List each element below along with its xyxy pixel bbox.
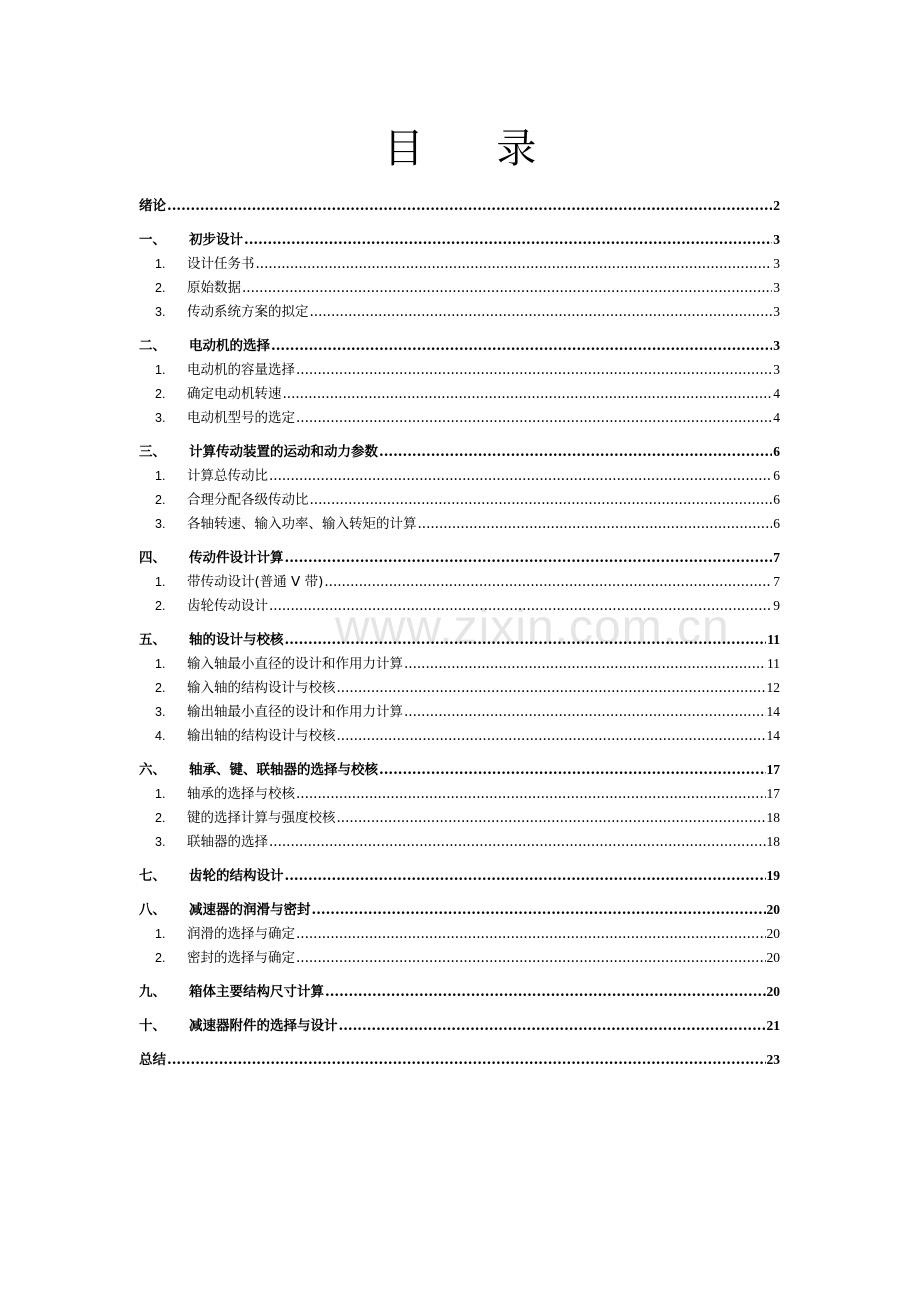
page-title: 目 录 (383, 126, 567, 172)
toc-entry-title: 齿轮的结构设计 (189, 868, 284, 884)
toc-chapter-entry[interactable] (139, 628, 780, 652)
toc-entry-number: 六、 (139, 762, 166, 778)
toc-entry-page-number: 21 (766, 1018, 780, 1033)
toc-dot-leader (285, 868, 766, 884)
toc-entry-title: 电动机型号的选定 (187, 410, 295, 426)
toc-section-entry[interactable] (139, 594, 780, 618)
toc-entry-title: 总结 (139, 1052, 166, 1068)
toc-entry-number: 2. (155, 811, 166, 825)
toc-dot-leader (324, 574, 772, 590)
toc-entry-title: 初步设计 (189, 232, 243, 248)
toc-entry-page-number: 11 (767, 632, 780, 647)
toc-entry-page-number: 18 (766, 834, 780, 849)
toc-entry-page-number: 20 (766, 984, 780, 999)
toc-entry-page-number: 6 (773, 516, 780, 531)
toc-entry-title: 键的选择计算与强度校核 (187, 810, 336, 826)
toc-entry-page-number: 23 (766, 1052, 780, 1067)
toc-entry-number: 3. (155, 835, 166, 849)
toc-dot-leader (325, 984, 766, 1000)
toc-entry-page-number: 19 (766, 868, 780, 883)
toc-entry-title: 输入轴的结构设计与校核 (187, 680, 336, 696)
toc-entry-number: 2. (155, 493, 166, 507)
toc-dot-leader (244, 232, 772, 248)
toc-entry-page-number: 4 (773, 386, 780, 401)
toc-entry-number: 三、 (139, 444, 166, 460)
toc-entry-title: 箱体主要结构尺寸计算 (189, 984, 324, 1000)
toc-entry-title: 计算传动装置的运动和动力参数 (189, 444, 378, 460)
toc-entry-title: 轴承、键、联轴器的选择与校核 (189, 762, 378, 778)
toc-chapter-entry[interactable] (139, 898, 780, 922)
toc-entry-page-number: 7 (773, 574, 780, 589)
toc-section-entry[interactable] (139, 300, 780, 324)
toc-entry-number: 五、 (139, 632, 166, 648)
toc-entry-page-number: 3 (773, 256, 780, 271)
toc-section-entry[interactable] (139, 406, 780, 430)
toc-entry-page-number: 3 (773, 362, 780, 377)
toc-entry-page-number: 7 (773, 550, 780, 565)
toc-entry-page-number: 9 (773, 598, 780, 613)
toc-entry-page-number: 6 (773, 468, 780, 483)
toc-entry-page-number: 20 (766, 950, 780, 965)
toc-entry-number: 1. (155, 363, 166, 377)
toc-entry-title: 计算总传动比 (187, 468, 268, 484)
toc-entry-page-number: 3 (773, 338, 780, 353)
toc-entry-number: 1. (155, 657, 166, 671)
toc-entry-title: 减速器的润滑与密封 (189, 902, 311, 918)
toc-entry-number: 1. (155, 927, 166, 941)
toc-section-entry[interactable] (139, 946, 780, 970)
toc-dot-leader (404, 656, 766, 672)
toc-entry-number: 2. (155, 951, 166, 965)
toc-section-entry[interactable] (139, 488, 780, 512)
toc-section-entry[interactable] (139, 652, 780, 676)
toc-section-entry[interactable] (139, 570, 780, 594)
toc-chapter-entry[interactable] (139, 440, 780, 464)
toc-section-entry[interactable] (139, 676, 780, 700)
toc-entry-title: 输出轴的结构设计与校核 (187, 728, 336, 744)
toc-section-entry[interactable] (139, 512, 780, 536)
toc-entry-number: 2. (155, 681, 166, 695)
toc-entry-number: 七、 (139, 868, 166, 884)
toc-chapter-entry[interactable] (139, 980, 780, 1004)
toc-dot-leader (296, 926, 766, 942)
toc-dot-leader (337, 680, 766, 696)
toc-entry-page-number: 11 (767, 656, 780, 671)
toc-entry-title: 输出轴最小直径的设计和作用力计算 (187, 704, 403, 720)
toc-dot-leader (256, 256, 773, 272)
toc-section-entry[interactable] (139, 782, 780, 806)
toc-entry-page-number: 4 (773, 410, 780, 425)
toc-entry-title: 减速器附件的选择与设计 (189, 1018, 338, 1034)
toc-entry-number: 3. (155, 705, 166, 719)
toc-entry-number: 3. (155, 517, 166, 531)
toc-entry-number: 1. (155, 787, 166, 801)
toc-section-entry[interactable] (139, 806, 780, 830)
toc-entry-number: 2. (155, 599, 166, 613)
toc-entry-page-number: 14 (766, 704, 780, 719)
toc-dot-leader (296, 950, 766, 966)
toc-entry-title: 传动系统方案的拟定 (187, 304, 309, 320)
toc-section-entry[interactable] (139, 464, 780, 488)
toc-entry-title: 齿轮传动设计 (187, 598, 268, 614)
toc-dot-leader (283, 386, 773, 402)
toc-chapter-entry[interactable] (139, 758, 780, 782)
toc-chapter-entry[interactable] (139, 228, 780, 252)
toc-dot-leader (296, 362, 772, 378)
toc-entry-title: 电动机的选择 (189, 338, 270, 354)
toc-entry-title: 输入轴最小直径的设计和作用力计算 (187, 656, 403, 672)
toc-entry-page-number: 14 (766, 728, 780, 743)
toc-entry-page-number: 17 (766, 786, 780, 801)
toc-entry-number: 一、 (139, 232, 166, 248)
toc-entry-title: 电动机的容量选择 (187, 362, 295, 378)
toc-entry-number: 1. (155, 575, 166, 589)
toc-chapter-entry[interactable] (139, 546, 780, 570)
toc-dot-leader (339, 1018, 766, 1034)
toc-dot-leader (242, 280, 772, 296)
toc-section-entry[interactable] (139, 724, 780, 748)
toc-dot-leader (379, 444, 772, 460)
toc-entry-title: 轴的设计与校核 (189, 632, 284, 648)
toc-entry-number: 八、 (139, 902, 166, 918)
toc-section-entry[interactable] (139, 830, 780, 854)
toc-entry-page-number: 18 (766, 810, 780, 825)
toc-dot-leader (269, 834, 766, 850)
toc-entry-title: 合理分配各级传动比 (187, 492, 309, 508)
toc-entry-title: 确定电动机转速 (187, 386, 282, 402)
toc-chapter-entry[interactable] (139, 194, 780, 218)
toc-entry-page-number: 6 (773, 444, 780, 459)
table-of-contents (139, 194, 780, 1072)
toc-dot-leader (269, 598, 772, 614)
toc-entry-title: 传动件设计计算 (189, 550, 284, 566)
toc-entry-page-number: 3 (773, 280, 780, 295)
toc-entry-number: 二、 (139, 338, 166, 354)
toc-entry-title: 轴承的选择与校核 (187, 786, 295, 802)
toc-entry-page-number: 2 (773, 198, 780, 213)
toc-dot-leader (379, 762, 766, 778)
toc-entry-title: 绪论 (139, 198, 166, 214)
toc-entry-page-number: 17 (766, 762, 780, 777)
toc-entry-page-number: 3 (773, 304, 780, 319)
toc-entry-number: 四、 (139, 550, 166, 566)
toc-dot-leader (167, 1052, 766, 1068)
toc-entry-title: 原始数据 (187, 280, 241, 296)
toc-dot-leader (269, 468, 772, 484)
toc-section-entry[interactable] (139, 922, 780, 946)
toc-entry-title: 密封的选择与确定 (187, 950, 295, 966)
toc-entry-page-number: 3 (773, 232, 780, 247)
toc-dot-leader (271, 338, 772, 354)
toc-dot-leader (310, 492, 773, 508)
toc-entry-title: 各轴转速、输入功率、输入转矩的计算 (187, 516, 417, 532)
toc-entry-page-number: 20 (766, 926, 780, 941)
toc-dot-leader (285, 632, 767, 648)
toc-entry-number: 十、 (139, 1018, 166, 1034)
toc-dot-leader (310, 304, 773, 320)
toc-chapter-entry[interactable] (139, 334, 780, 358)
toc-entry-number: 2. (155, 387, 166, 401)
toc-section-entry[interactable] (139, 276, 780, 300)
toc-entry-title: 带传动设计(普通 V 带) (187, 574, 324, 590)
toc-section-entry[interactable] (139, 700, 780, 724)
toc-dot-leader (285, 550, 773, 566)
toc-dot-leader (337, 810, 766, 826)
toc-chapter-entry[interactable] (139, 1014, 780, 1038)
toc-entry-number: 3. (155, 305, 166, 319)
toc-entry-title: 润滑的选择与确定 (187, 926, 295, 942)
toc-dot-leader (296, 410, 772, 426)
toc-dot-leader (312, 902, 766, 918)
toc-section-entry[interactable] (139, 358, 780, 382)
toc-dot-leader (337, 728, 766, 744)
toc-entry-page-number: 6 (773, 492, 780, 507)
toc-section-entry[interactable] (139, 252, 780, 276)
toc-entry-title: 联轴器的选择 (187, 834, 268, 850)
toc-entry-number: 1. (155, 469, 166, 483)
toc-entry-page-number: 20 (766, 902, 780, 917)
toc-section-entry[interactable] (139, 382, 780, 406)
toc-entry-number: 2. (155, 281, 166, 295)
toc-entry-number: 1. (155, 257, 166, 271)
toc-entry-title: 设计任务书 (187, 256, 255, 272)
toc-dot-leader (167, 198, 772, 214)
toc-dot-leader (296, 786, 766, 802)
toc-entry-number: 4. (155, 729, 166, 743)
toc-chapter-entry[interactable] (139, 864, 780, 888)
toc-dot-leader (404, 704, 766, 720)
toc-dot-leader (418, 516, 773, 532)
toc-chapter-entry[interactable] (139, 1048, 780, 1072)
toc-entry-number: 九、 (139, 984, 166, 1000)
toc-entry-page-number: 12 (766, 680, 780, 695)
watermark: www.zixin.com.cn (335, 601, 730, 654)
toc-entry-number: 3. (155, 411, 166, 425)
